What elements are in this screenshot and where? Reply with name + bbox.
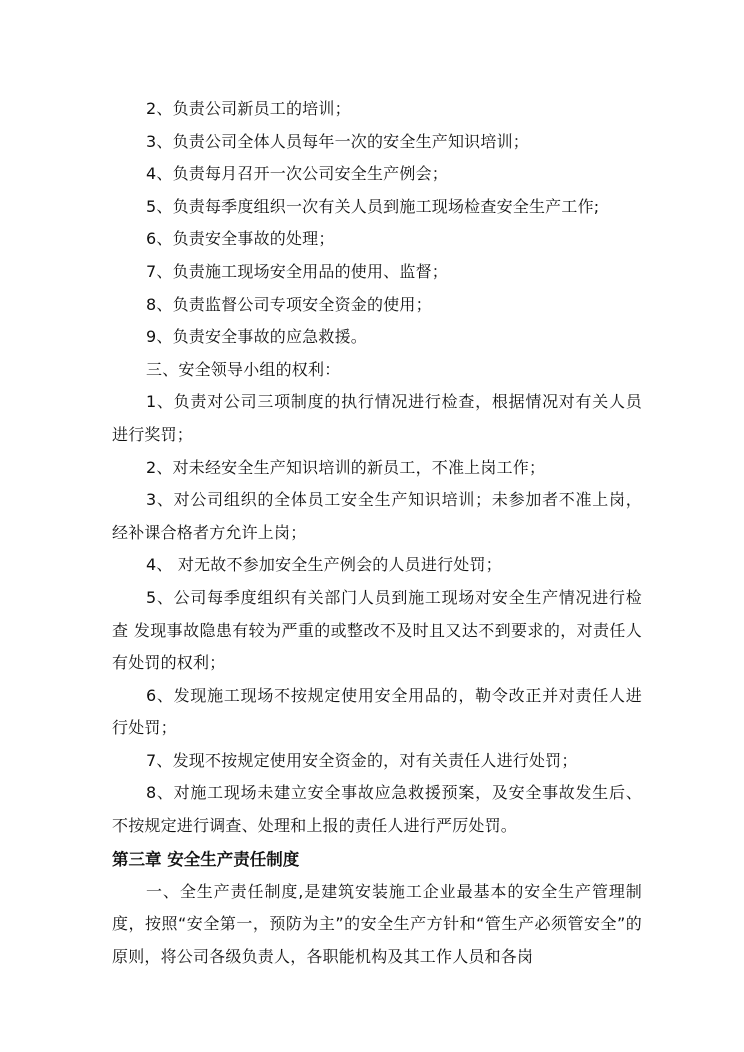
rights-item-3: 3、对公司组织的全体员工安全生产知识培训；未参加者不准上岗，经补课合格者方允许上岗； [112, 490, 642, 542]
paragraph-item-4: 4、负责每月召开一次公司安全生产例会； [146, 164, 448, 184]
rights-item-4: 4、 对无故不参加安全生产例会的人员进行处罚； [146, 555, 502, 575]
paragraph-item-7: 7、负责施工现场安全用品的使用、监督； [146, 261, 448, 281]
rights-item-8: 8、对施工现场未建立安全事故应急救援预案，及安全事故发生后、不按规定进行调查、处理和上报的责任人进行严厉处罚。 [112, 783, 642, 836]
paragraph-item-5: 5、负责每季度组织一次有关人员到施工现场检查安全生产工作; [146, 196, 600, 216]
section-heading-rights: 三、安全领导小组的权利： [146, 359, 341, 379]
document-body [112, 93, 642, 973]
paragraph-item-9: 9、负责安全事故的应急救援。 [146, 327, 367, 347]
rights-item-5: 5、公司每季度组织有关部门人员到施工现场对安全生产情况进行检查 发现事故隐患有较为严重的或整改不及时且又达不到要求的，对责任人有处罚的权利； [112, 587, 642, 673]
rights-item-6: 6、发现施工现场不按规定使用安全用品的，勒令改正并对责任人进行处罚； [112, 685, 642, 738]
chapter-heading: 第三章 安全生产责任制度 [112, 849, 300, 869]
rights-item-2: 2、对未经安全生产知识培训的新员工，不准上岗工作； [146, 457, 546, 477]
paragraph-item-8: 8、负责监督公司专项安全资金的使用； [146, 294, 432, 314]
paragraph-item-2: 2、负责公司新员工的培训； [146, 99, 351, 118]
rights-item-7: 7、发现不按规定使用安全资金的，对有关责任人进行处罚； [146, 750, 578, 770]
rights-item-1: 1、负责对公司三项制度的执行情况进行检查，根据情况对有关人员进行奖罚； [112, 392, 642, 444]
chapter-paragraph-1: 一、全生产责任制度,是建筑安装施工企业最基本的安全生产管理制度，按照“安全第一，预防为主”的安全生产方针和“管生产必须管安全”的原则，将公司各级负责人，各职能机构及其工作人员和各岗 [112, 881, 642, 966]
paragraph-item-6: 6、负责安全事故的处理； [146, 229, 335, 249]
paragraph-item-3: 3、负责公司全体人员每年一次的安全生产知识培训； [146, 131, 529, 151]
